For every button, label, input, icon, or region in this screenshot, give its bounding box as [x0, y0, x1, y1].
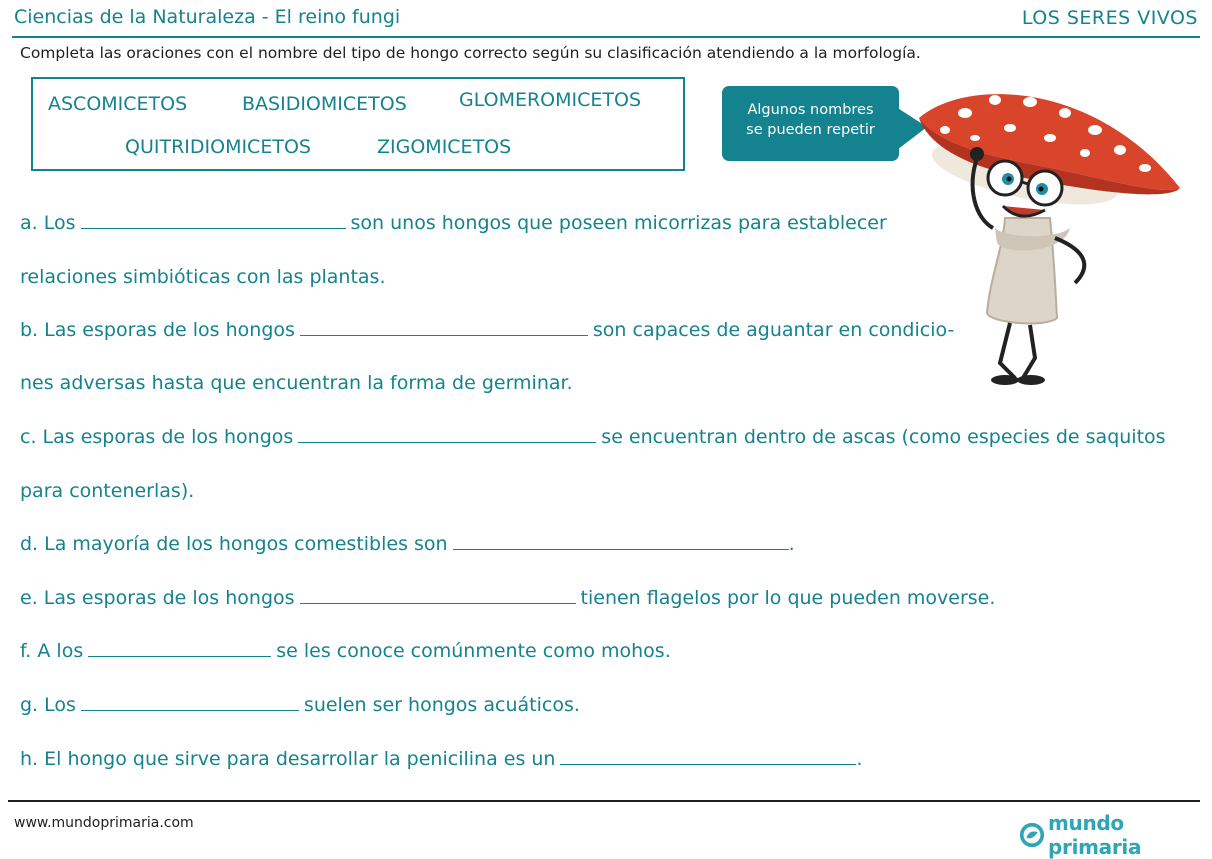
- exercise-line-d: [20, 531, 795, 557]
- exercise-line-c-continued: para contenerlas).: [20, 480, 195, 502]
- exercise-text: son capaces de aguantar en condicio-: [592, 319, 955, 341]
- word-bank-item: BASIDIOMICETOS: [242, 93, 407, 115]
- header-section: LOS SERES VIVOS: [1021, 7, 1198, 29]
- exercise-line-b-continued: nes adversas hasta que encuentran la forma de germinar.: [20, 372, 573, 394]
- exercise-line-g: [20, 692, 580, 718]
- exercise-text: .: [788, 533, 795, 555]
- exercise-text: son unos hongos que poseen micorrizas para establecer: [350, 212, 887, 234]
- word-bank-item: ASCOMICETOS: [48, 93, 188, 115]
- exercise-line-e: [20, 585, 995, 611]
- exercise-line-h: [20, 746, 863, 772]
- exercise-text: f. A los: [20, 640, 84, 662]
- exercise-line-b: [20, 317, 954, 343]
- word-bank-item: ZIGOMICETOS: [377, 136, 512, 158]
- footer-rule: [8, 800, 1200, 802]
- answer-blank[interactable]: [560, 746, 856, 765]
- exercise-text: b. Las esporas de los hongos: [20, 319, 295, 341]
- speech-bubble: [722, 86, 899, 161]
- exercise-line-c: [20, 424, 1166, 450]
- exercise-line-a: [20, 210, 887, 236]
- mundo-primaria-logo-icon: [1018, 820, 1046, 850]
- exercise-text: e. Las esporas de los hongos: [20, 587, 295, 609]
- mushroom-mascot-illustration: [905, 78, 1205, 390]
- exercise-text: h. El hongo que sirve para desarrollar la penicilina es un: [20, 748, 556, 770]
- header-rule: [12, 36, 1200, 38]
- answer-blank[interactable]: [300, 585, 576, 604]
- footer-url[interactable]: www.mundoprimaria.com: [14, 815, 194, 831]
- answer-blank[interactable]: [453, 531, 789, 550]
- answer-blank[interactable]: [81, 210, 346, 229]
- word-bank-item: QUITRIDIOMICETOS: [125, 136, 311, 158]
- answer-blank[interactable]: [88, 638, 271, 657]
- exercise-text: c. Las esporas de los hongos: [20, 426, 294, 448]
- exercise-text: se les conoce comúnmente como mohos.: [276, 640, 671, 662]
- exercise-line-f: [20, 638, 671, 664]
- header-title: Ciencias de la Naturaleza - El reino fungi: [14, 6, 401, 28]
- exercise-text: se encuentran dentro de ascas (como especies de saquitos: [601, 426, 1166, 448]
- exercise-text: suelen ser hongos acuáticos.: [303, 694, 580, 716]
- exercise-text: d. La mayoría de los hongos comestibles son: [20, 533, 448, 555]
- brand-name: mundo primaria: [1048, 811, 1142, 859]
- exercise-text: tienen flagelos por lo que pueden moverse.: [580, 587, 996, 609]
- exercise-text: a. Los: [20, 212, 76, 234]
- exercise-text: .: [856, 748, 863, 770]
- answer-blank[interactable]: [300, 317, 588, 336]
- bubble-line: se pueden repetir: [746, 122, 875, 138]
- word-bank: [31, 77, 685, 171]
- answer-blank[interactable]: [298, 424, 596, 443]
- instructions: Completa las oraciones con el nombre del tipo de hongo correcto según su clasificación atendiendo a la morfología.: [20, 44, 921, 62]
- exercise-text: g. Los: [20, 694, 76, 716]
- exercise-line-a-continued: relaciones simbióticas con las plantas.: [20, 266, 386, 288]
- bubble-line: Algunos nombres: [747, 102, 874, 118]
- brand: [1018, 811, 1212, 859]
- word-bank-item: GLOMEROMICETOS: [459, 89, 642, 111]
- answer-blank[interactable]: [81, 692, 299, 711]
